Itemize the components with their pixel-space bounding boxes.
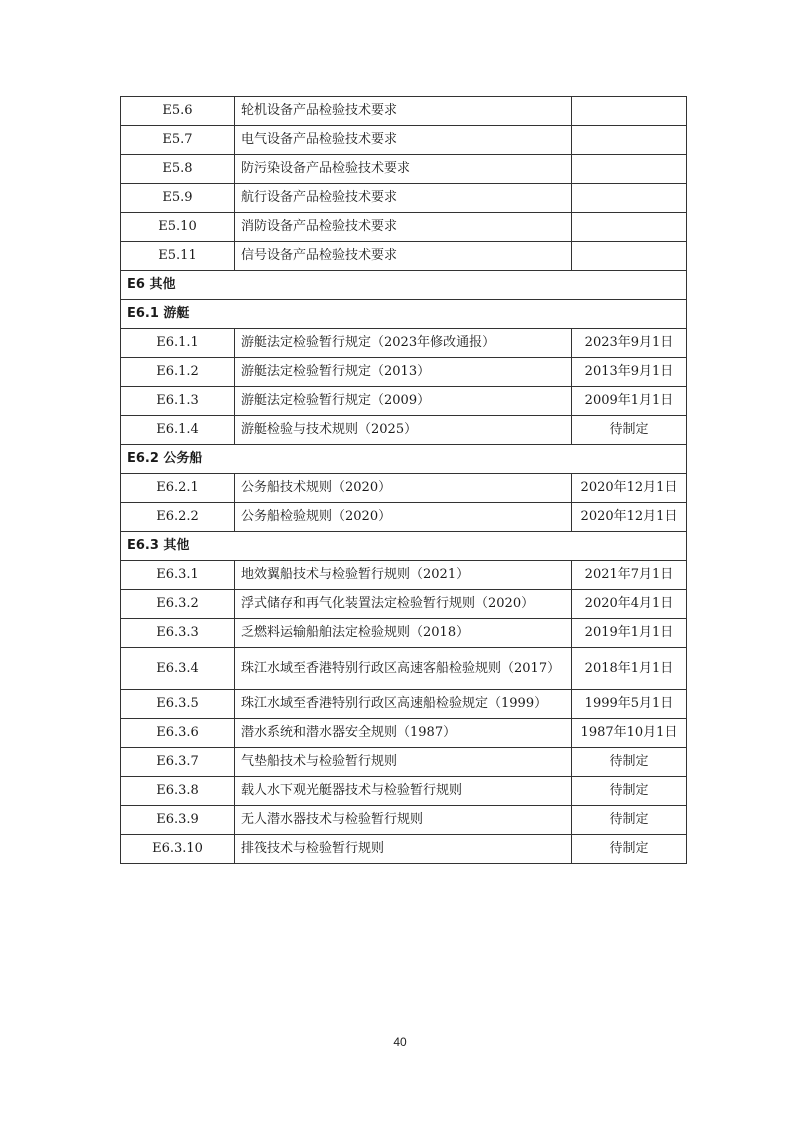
standard-title: 游艇法定检验暂行规定（2013） (235, 358, 572, 387)
effective-date: 2018年1月1日 (572, 648, 687, 690)
standards-table-body (121, 97, 687, 864)
standard-title: 公务船检验规则（2020） (235, 503, 572, 532)
effective-date: 2019年1月1日 (572, 619, 687, 648)
standard-code: E6.1.1 (121, 329, 235, 358)
standard-title: 乏燃料运输船舶法定检验规则（2018） (235, 619, 572, 648)
standard-title: 地效翼船技术与检验暂行规则（2021） (235, 561, 572, 590)
standard-title: 轮机设备产品检验技术要求 (235, 97, 572, 126)
effective-date (572, 184, 687, 213)
standard-code: E6.3.6 (121, 719, 235, 748)
effective-date: 2009年1月1日 (572, 387, 687, 416)
table-row (121, 777, 687, 806)
subsection-heading: E6.2 公务船 (121, 445, 687, 474)
standard-code: E6.3.9 (121, 806, 235, 835)
table-row (121, 590, 687, 619)
subsection-row (121, 532, 687, 561)
standard-code: E5.9 (121, 184, 235, 213)
standard-code: E6.3.1 (121, 561, 235, 590)
effective-date: 待制定 (572, 748, 687, 777)
effective-date (572, 242, 687, 271)
effective-date: 2020年4月1日 (572, 590, 687, 619)
effective-date: 2013年9月1日 (572, 358, 687, 387)
table-row (121, 690, 687, 719)
effective-date (572, 155, 687, 184)
subsection-heading: E6.3 其他 (121, 532, 687, 561)
table-row (121, 503, 687, 532)
table-row (121, 835, 687, 864)
table-row (121, 387, 687, 416)
standard-title: 游艇法定检验暂行规定（2023年修改通报） (235, 329, 572, 358)
standard-code: E6.1.3 (121, 387, 235, 416)
standard-title: 珠江水域至香港特别行政区高速客船检验规则（2017） (235, 648, 572, 690)
standard-code: E6.2.1 (121, 474, 235, 503)
standard-title: 信号设备产品检验技术要求 (235, 242, 572, 271)
subsection-heading: E6.1 游艇 (121, 300, 687, 329)
table-row (121, 806, 687, 835)
standard-code: E6.3.10 (121, 835, 235, 864)
standard-code: E6.3.4 (121, 648, 235, 690)
standard-title: 游艇检验与技术规则（2025） (235, 416, 572, 445)
standard-title: 游艇法定检验暂行规定（2009） (235, 387, 572, 416)
table-row (121, 474, 687, 503)
subsection-row (121, 445, 687, 474)
effective-date: 1999年5月1日 (572, 690, 687, 719)
table-row (121, 242, 687, 271)
effective-date: 待制定 (572, 416, 687, 445)
table-row (121, 155, 687, 184)
effective-date (572, 213, 687, 242)
table-row (121, 719, 687, 748)
standard-code: E5.10 (121, 213, 235, 242)
subsection-row (121, 300, 687, 329)
standard-code: E6.3.8 (121, 777, 235, 806)
effective-date: 待制定 (572, 777, 687, 806)
standard-title: 电气设备产品检验技术要求 (235, 126, 572, 155)
standard-title: 浮式储存和再气化装置法定检验暂行规则（2020） (235, 590, 572, 619)
effective-date: 待制定 (572, 835, 687, 864)
effective-date: 2020年12月1日 (572, 474, 687, 503)
table-row (121, 126, 687, 155)
standard-code: E6.3.2 (121, 590, 235, 619)
standard-code: E6.3.7 (121, 748, 235, 777)
standard-code: E6.1.2 (121, 358, 235, 387)
standard-title: 气垫船技术与检验暂行规则 (235, 748, 572, 777)
standard-title: 航行设备产品检验技术要求 (235, 184, 572, 213)
effective-date: 2023年9月1日 (572, 329, 687, 358)
table-row (121, 416, 687, 445)
standard-code: E6.3.5 (121, 690, 235, 719)
standard-code: E5.11 (121, 242, 235, 271)
standard-code: E5.7 (121, 126, 235, 155)
effective-date: 2021年7月1日 (572, 561, 687, 590)
standard-code: E5.8 (121, 155, 235, 184)
table-row (121, 97, 687, 126)
standard-title: 无人潜水器技术与检验暂行规则 (235, 806, 572, 835)
table-row (121, 748, 687, 777)
effective-date (572, 126, 687, 155)
section-heading: E6 其他 (121, 271, 687, 300)
table-row (121, 561, 687, 590)
table-row (121, 358, 687, 387)
standard-title: 珠江水域至香港特别行政区高速船检验规定（1999） (235, 690, 572, 719)
table-row (121, 213, 687, 242)
standard-title: 排筏技术与检验暂行规则 (235, 835, 572, 864)
effective-date: 待制定 (572, 806, 687, 835)
standard-code: E6.1.4 (121, 416, 235, 445)
standard-title: 消防设备产品检验技术要求 (235, 213, 572, 242)
standard-code: E5.6 (121, 97, 235, 126)
page-number: 40 (393, 1035, 407, 1049)
standards-table (120, 96, 687, 864)
effective-date: 1987年10月1日 (572, 719, 687, 748)
standard-title: 防污染设备产品检验技术要求 (235, 155, 572, 184)
effective-date (572, 97, 687, 126)
table-row (121, 648, 687, 690)
standard-title: 载人水下观光艇器技术与检验暂行规则 (235, 777, 572, 806)
effective-date: 2020年12月1日 (572, 503, 687, 532)
table-row (121, 329, 687, 358)
standard-title: 潜水系统和潜水器安全规则（1987） (235, 719, 572, 748)
standard-code: E6.3.3 (121, 619, 235, 648)
standard-title: 公务船技术规则（2020） (235, 474, 572, 503)
section-row (121, 271, 687, 300)
table-row (121, 184, 687, 213)
table-row (121, 619, 687, 648)
standard-code: E6.2.2 (121, 503, 235, 532)
